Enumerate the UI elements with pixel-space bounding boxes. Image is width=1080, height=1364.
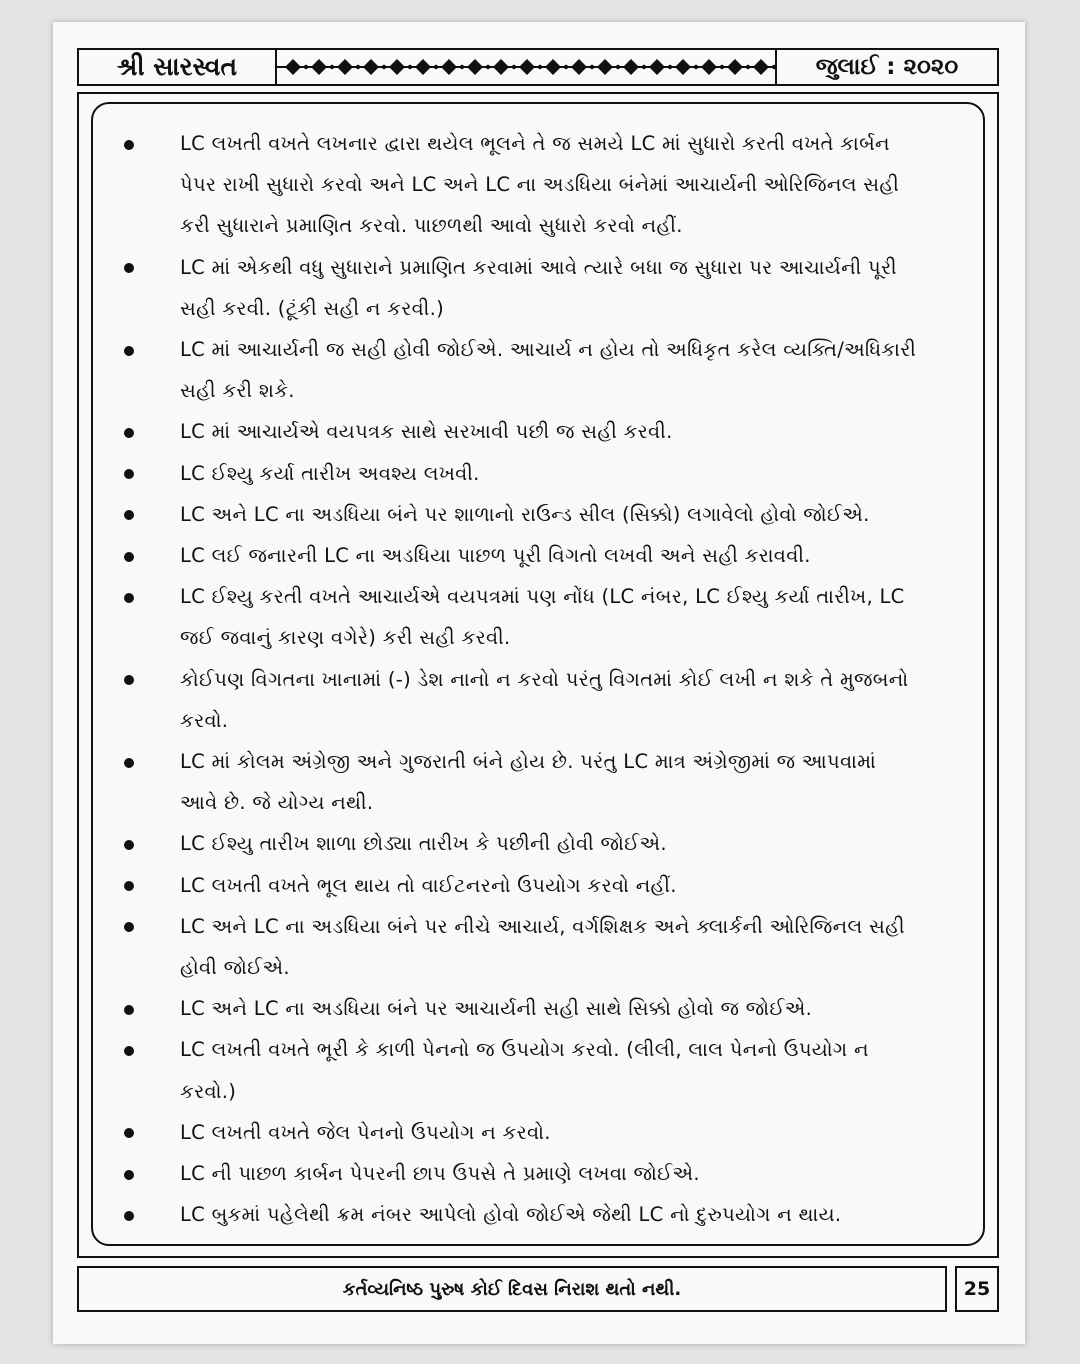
bullet-icon <box>124 346 134 356</box>
magazine-page <box>53 22 1025 1344</box>
list-item-text: LC લઈ જનારની LC ના અડધિયા પાછળ પૂરી વિગતો લખવી અને સહી કરાવવી. <box>180 544 811 567</box>
bullet-icon <box>124 1046 134 1056</box>
bullet-icon <box>124 1128 134 1138</box>
list-item-text: LC ઈશ્યુ કર્યા તારીખ અવશ્ય લખવી. <box>180 461 480 485</box>
content-box <box>91 102 985 1246</box>
list-item-text: LC અને LC ના અડધિયા બંને પર નીચે આચાર્ય, વર્ગશિક્ષક અને ક્લાર્કની ઓરિજિનલ સહી <box>180 914 905 938</box>
bullet-icon <box>124 469 134 479</box>
list-item-text: LC લખતી વખતે ભૂલ થાય તો વાઈટનરનો ઉપયોગ કરવો નહીં. <box>180 873 677 897</box>
decorative-border-band <box>277 50 775 84</box>
list-item-text: કોઈપણ વિગતના ખાનામાં (-) ડેશ નાનો ન કરવો પરંતુ વિગતમાં કોઈ લખી ન શકે તે મુજબનો <box>180 667 909 691</box>
list-item-text: જઈ જવાનું કારણ વગેરે) કરી સહી કરવી. <box>180 626 511 650</box>
list-item-text: LC માં આચાર્યની જ સહી હોવી જોઈએ. આચાર્ય ન હોય તો અધિકૃત કરેલ વ્યક્તિ/અધિકારી <box>180 338 917 361</box>
list-item-text: પેપર રાખી સુધારો કરવો અને LC અને LC ના અડધિયા બંનેમાં આચાર્યની ઓરિજિનલ સહી <box>180 173 900 197</box>
ornament-pattern-icon <box>277 50 775 84</box>
list-item-text: LC અને LC ના અડધિયા બંને પર આચાર્યની સહી સાથે સિક્કો હોવો જ જોઈએ. <box>180 997 813 1021</box>
bullet-icon <box>124 552 134 562</box>
list-item-text: LC લખતી વખતે ભૂરી કે કાળી પેનનો જ ઉપયોગ કરવો. (લીલી, લાલ પેનનો ઉપયોગ ન <box>180 1038 869 1062</box>
bullet-icon <box>124 675 134 685</box>
bullet-icon <box>124 840 134 850</box>
bullet-icon <box>124 140 134 150</box>
footer-quote: કર્તવ્યનિષ્ઠ પુરુષ કોઈ દિવસ નિરાશ થતો નથી. <box>77 1266 947 1312</box>
list-item-text: LC માં એકથી વધુ સુધારાને પ્રમાણિત કરવામાં આવે ત્યારે બધા જ સુધારા પર આચાર્યની પૂરી <box>180 255 897 279</box>
list-item-text: કરી સુધારાને પ્રમાણિત કરવો. પાછળથી આવો સુધારો કરવો નહીં. <box>180 214 683 238</box>
bullet-icon <box>124 1170 134 1180</box>
content-frame <box>77 92 999 1258</box>
bullet-icon <box>124 263 134 273</box>
issue-date: જુલાઈ : ૨૦૨૦ <box>775 50 997 84</box>
bullet-icon <box>124 881 134 891</box>
page-number: 25 <box>955 1266 999 1312</box>
list-item-text: કરવો. <box>180 708 229 732</box>
magazine-title: શ્રી સારસ્વત <box>79 50 277 84</box>
list-item-text: LC ઈશ્યુ તારીખ શાળા છોડ્યા તારીખ કે પછીની હોવી જોઈએ. <box>180 832 667 856</box>
list-item-text: LC માં કોલમ અંગ્રેજી અને ગુજરાતી બંને હોય છે. પરંતુ LC માત્ર અંગ્રેજીમાં જ આપવામાં <box>180 750 877 773</box>
list-item-text: LC માં આચાર્યએ વયપત્રક સાથે સરખાવી પછી જ સહી કરવી. <box>180 420 673 444</box>
list-item-text: LC બુકમાં પહેલેથી ક્રમ નંબર આપેલો હોવો જોઈએ જેથી LC નો દુરુપયોગ ન થાય. <box>180 1203 842 1227</box>
list-item-text: આવે છે. જે યોગ્ય નથી. <box>180 791 374 815</box>
list-item-text: સહી કરવી. (ટૂંકી સહી ન કરવી.) <box>180 296 445 320</box>
list-item-text: LC લખતી વખતે લખનાર દ્વારા થયેલ ભૂલને તે જ સમયે LC માં સુધારો કરતી વખતે કાર્બન <box>180 132 890 155</box>
bullet-icon <box>124 758 134 768</box>
page-header <box>77 48 999 86</box>
bullet-icon <box>124 1005 134 1015</box>
bullet-icon <box>124 428 134 438</box>
bullet-icon <box>124 593 134 603</box>
list-item-text: હોવી જોઈએ. <box>180 955 290 979</box>
list-item-text: LC ઈશ્યુ કરતી વખતે આચાર્યએ વયપત્રમાં પણ નોંધ (LC નંબર, LC ઈશ્યુ કર્યા તારીખ, LC <box>180 585 905 609</box>
list-item-text: સહી કરી શકે. <box>180 379 295 403</box>
list-item-text: LC અને LC ના અડધિયા બંને પર શાળાનો રાઉન્ડ સીલ (સિક્કો) લગાવેલો હોવો જોઈએ. <box>180 502 870 526</box>
list-item-text: LC ની પાછળ કાર્બન પેપરની છાપ ઉપસે તે પ્રમાણે લખવા જોઈએ. <box>180 1162 700 1185</box>
bullet-icon <box>124 922 134 932</box>
bullet-icon <box>124 1211 134 1221</box>
page-footer <box>77 1266 999 1312</box>
bullet-icon <box>124 510 134 520</box>
list-item-text: કરવો.) <box>180 1079 237 1103</box>
list-item-text: LC લખતી વખતે જેલ પેનનો ઉપયોગ ન કરવો. <box>180 1120 551 1144</box>
